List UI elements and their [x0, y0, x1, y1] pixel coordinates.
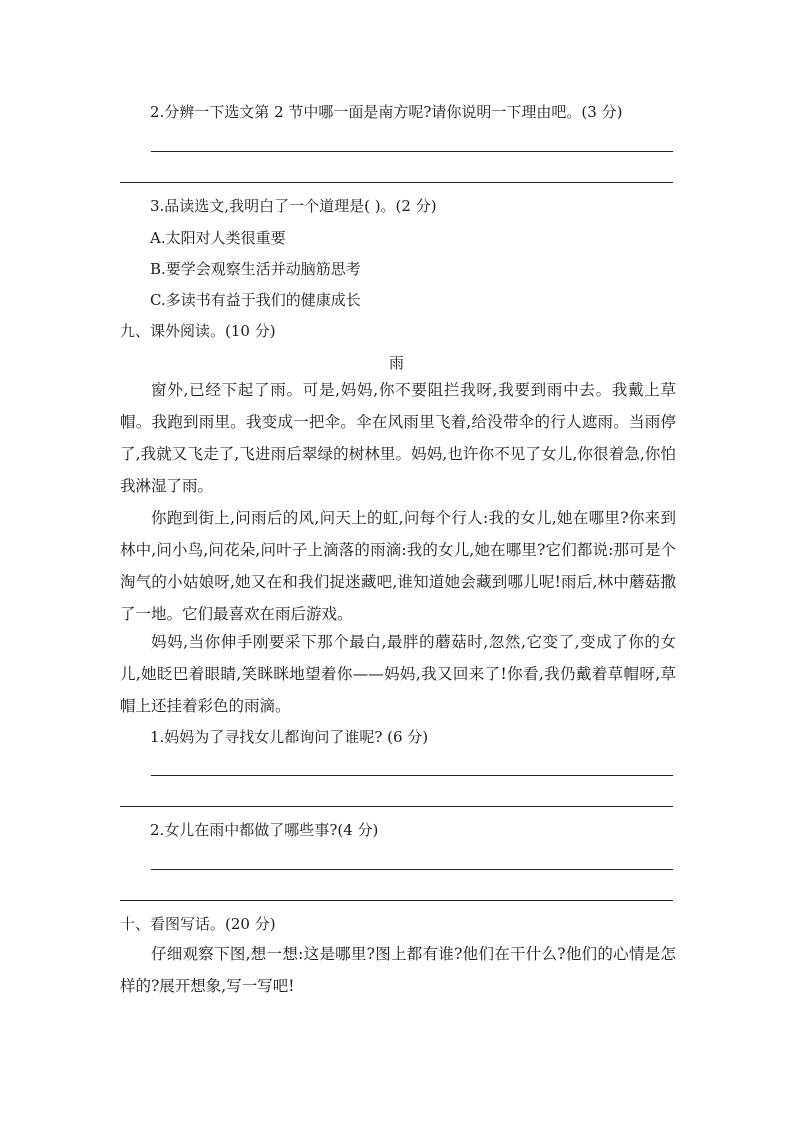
- section-9-heading: 九、课外阅读。(10 分): [120, 322, 276, 340]
- answer-line[interactable]: [120, 900, 673, 901]
- section-10-prompt: 仔细观察下图,想一想:这是哪里?图上都有谁?他们在干什么?他们的心情是怎样的?展开想象,写一写吧!: [120, 945, 676, 995]
- answer-line[interactable]: [151, 869, 673, 870]
- answer-line[interactable]: [151, 775, 673, 776]
- passage-title: 雨: [388, 354, 404, 372]
- answer-line[interactable]: [120, 182, 673, 183]
- option-c: C.多读书有益于我们的健康成长: [150, 291, 361, 309]
- option-a: A.太阳对人类很重要: [150, 229, 286, 247]
- question-8-3: 3.品读选文,我明白了一个道理是( )。(2 分): [150, 197, 437, 215]
- passage-paragraph-1: 窗外,已经下起了雨。可是,妈妈,你不要阻拦我呀,我要到雨中去。我戴上草帽。我跑到雨里。我变成一把伞。伞在风雨里飞着,给没带伞的行人遮雨。当雨停了,我就又飞走了,飞进雨后翠绿的树林里。妈妈,也许你不见了女儿,你很着急,你怕我淋湿了雨。: [120, 381, 676, 495]
- question-9-2: 2.女儿在雨中都做了哪些事?(4 分): [150, 821, 379, 839]
- passage-paragraph-3: 妈妈,当你伸手刚要采下那个最白,最胖的蘑菇时,忽然,它变了,变成了你的女儿,她眨巴着眼睛,笑眯眯地望着你——妈妈,我又回来了!你看,我仍戴着草帽呀,草帽上还挂着彩色的雨滴。: [120, 633, 676, 715]
- option-b: B.要学会观察生活并动脑筋思考: [150, 260, 361, 278]
- passage-paragraph-2: 你跑到街上,问雨后的风,问天上的虹,问每个行人:我的女儿,她在哪里?你来到林中,问小鸟,问花朵,问叶子上滴落的雨滴:我的女儿,她在哪里?它们都说:那可是个淘气的小姑娘呀,她又在和我们捉迷藏吧,谁知道她会藏到哪儿呢!雨后,林中蘑菇撒了一地。它们最喜欢在雨后游戏。: [120, 509, 676, 623]
- answer-line[interactable]: [120, 806, 673, 807]
- question-9-1: 1.妈妈为了寻找女儿都询问了谁呢? (6 分): [150, 728, 429, 746]
- answer-line[interactable]: [151, 151, 673, 152]
- section-10-heading: 十、看图写话。(20 分): [120, 915, 276, 933]
- question-8-2: 2.分辨一下选文第 2 节中哪一面是南方呢?请你说明一下理由吧。(3 分): [150, 103, 623, 121]
